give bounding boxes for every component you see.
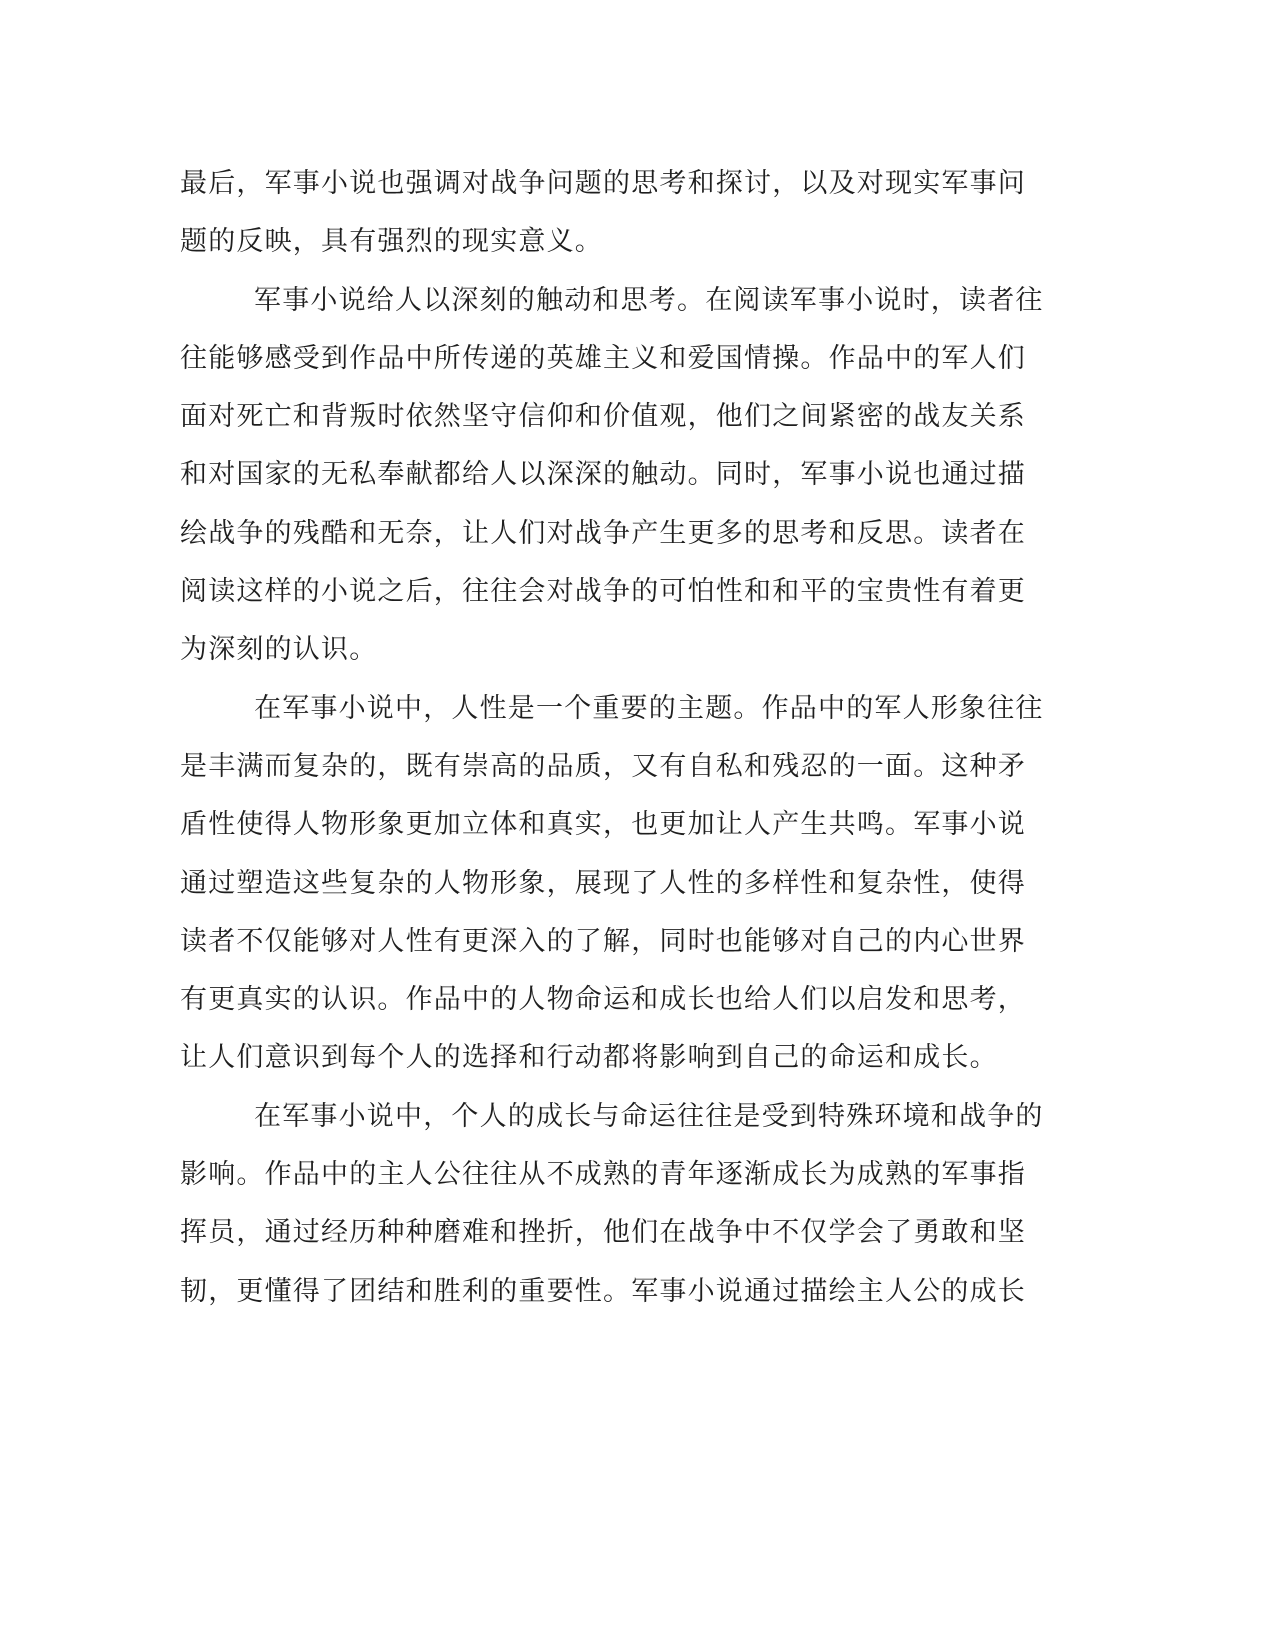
text-line: 在军事小说中，人性是一个重要的主题。作品中的军人形象往往 (254, 692, 1044, 724)
text-line: 盾性使得人物形象更加立体和真实，也更加让人产生共鸣。军事小说 (180, 809, 1026, 841)
text-line: 军事小说给人以深刻的触动和思考。在阅读军事小说时，读者往 (254, 284, 1044, 316)
paragraph (180, 1088, 1044, 1321)
text-line: 往能够感受到作品中所传递的英雄主义和爱国情操。作品中的军人们 (180, 342, 1026, 374)
text-line: 面对死亡和背叛时依然坚守信仰和价值观，他们之间紧密的战友关系 (180, 401, 1026, 433)
paragraph (180, 155, 1030, 272)
text-line: 韧，更懂得了团结和胜利的重要性。军事小说通过描绘主人公的成长 (180, 1275, 1026, 1307)
text-line: 绘战争的残酷和无奈，让人们对战争产生更多的思考和反思。读者在 (180, 517, 1026, 549)
document-body (180, 155, 1044, 1321)
text-line: 在军事小说中，个人的成长与命运往往是受到特殊环境和战争的 (254, 1100, 1044, 1132)
text-line: 最后，军事小说也强调对战争问题的思考和探讨，以及对现实军事问 (180, 168, 1026, 199)
text-line: 通过塑造这些复杂的人物形象，展现了人性的多样性和复杂性，使得 (180, 867, 1026, 899)
text-line: 让人们意识到每个人的选择和行动都将影响到自己的命运和成长。 (180, 1042, 998, 1074)
text-line: 影响。作品中的主人公往往从不成熟的青年逐渐成长为成熟的军事指 (180, 1159, 1026, 1191)
paragraph (180, 680, 1044, 1088)
text-line: 有更真实的认识。作品中的人物命运和成长也给人们以启发和思考， (180, 984, 1026, 1016)
text-line: 挥员，通过经历种种磨难和挫折，他们在战争中不仅学会了勇敢和坚 (180, 1217, 1026, 1249)
text-line: 题的反映，具有强烈的现实意义。 (180, 226, 603, 258)
text-line: 是丰满而复杂的，既有崇高的品质，又有自私和残忍的一面。这种矛 (180, 750, 1026, 782)
text-line: 阅读这样的小说之后，往往会对战争的可怕性和和平的宝贵性有着更 (180, 576, 1026, 608)
text-line: 读者不仅能够对人性有更深入的了解，同时也能够对自己的内心世界 (180, 925, 1026, 957)
text-line: 和对国家的无私奉献都给人以深深的触动。同时，军事小说也通过描 (180, 459, 1026, 491)
paragraph (180, 272, 1044, 680)
text-line: 为深刻的认识。 (180, 634, 378, 666)
